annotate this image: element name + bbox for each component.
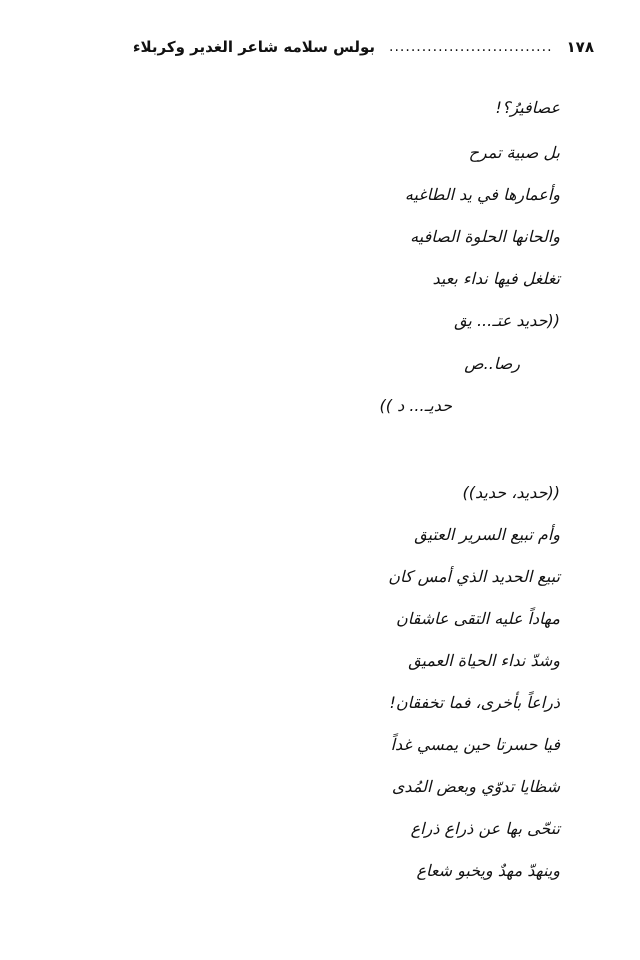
poem-line: ((حديد عتـ... يق bbox=[454, 311, 560, 330]
header-leader-dots: .............................. bbox=[389, 39, 553, 55]
poem-line: رصا..ص bbox=[464, 354, 520, 373]
poem-line: مهاداً عليه التقى عاشقان bbox=[395, 609, 560, 628]
poem-line: ذراعاً بأخرى، فما تخفقان! bbox=[389, 693, 560, 712]
poem-line: تغلغل فيها نداء بعيد bbox=[432, 269, 560, 288]
poem-line: فيا حسرتا حين يمسي غداً bbox=[390, 735, 560, 754]
poem-line: والحانها الحلوة الصافيه bbox=[410, 227, 560, 246]
poem-line: تبيع الحديد الذي أمس كان bbox=[388, 567, 560, 586]
poem-line: حديـ... د )) bbox=[379, 396, 452, 415]
poem-line: وأم تبيع السرير العتيق bbox=[414, 525, 560, 544]
poem-line: وأعمارها في يد الطاغيه bbox=[404, 185, 560, 204]
poem-line: بل صبية تمرح bbox=[468, 143, 560, 162]
poem-line: شظايا تدوّي وبعض المُدى bbox=[391, 777, 560, 796]
poem-line: ((حديد، حديد)) bbox=[462, 483, 560, 502]
page-number: ١٧٨ bbox=[566, 38, 594, 56]
poem-line: وينهدّ مهدٌ ويخبو شعاع bbox=[416, 861, 560, 880]
running-title: بولس سلامه شاعر الغدير وكربلاء bbox=[132, 38, 376, 56]
poem-line: وشدّ نداء الحياة العميق bbox=[408, 651, 560, 670]
poem-line: تنحّى بها عن ذراع ذراع bbox=[410, 819, 560, 838]
poem-line: عصافيرُ؟! bbox=[495, 98, 560, 117]
